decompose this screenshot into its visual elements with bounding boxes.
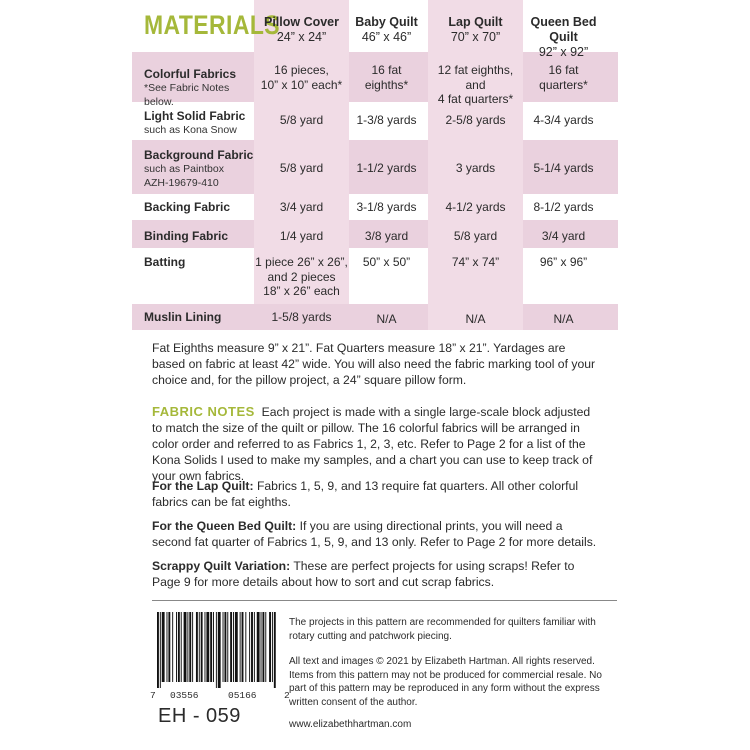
row-subtitle: *See Fabric Notes below. — [144, 82, 230, 108]
table-cell: 1 piece 26” x 26”, and 2 pieces 18” x 26” each — [255, 255, 348, 298]
column-size: 24” x 24” — [276, 30, 327, 44]
table-cell: 4-3/4 yards — [533, 113, 594, 127]
column-name: Baby Quilt — [355, 15, 418, 29]
materials-title: MATERIALS — [144, 10, 280, 40]
table-cell: N/A — [376, 312, 397, 326]
footer-divider — [152, 600, 617, 601]
column-name: Pillow Cover — [263, 15, 340, 29]
lap-quilt-label: For the Lap Quilt: — [152, 479, 254, 493]
copyright-note: All text and images © 2021 by Elizabeth Hartman. All rights reserved. Items from this pattern may not be produced for commercial resale. No part of this pattern may be reproduced in any form without the express written consent of the author. — [289, 656, 602, 708]
queen-quilt-note — [152, 518, 602, 550]
row-label-light-solid — [144, 109, 254, 137]
table-cell: 50” x 50” — [362, 255, 411, 269]
scrappy-quilt-text: These are perfect projects for using scraps! Refer to Page 9 for more details about how to sort and cut scrap fabrics. — [152, 559, 575, 589]
barcode-digit: 05166 — [228, 690, 257, 701]
row-title: Backing Fabric — [144, 200, 231, 214]
row-subtitle: such as Paintbox AZH-19679-410 — [144, 163, 224, 189]
queen-quilt-text: If you are using directional prints, you will need a second fat quarter of Fabrics 1, 5, 9, and 13 only. Refer to Page 2 for more details. — [152, 519, 597, 549]
queen-quilt-label: For the Queen Bed Quilt: — [152, 519, 297, 533]
column-size: 92” x 92” — [538, 45, 589, 59]
table-cell: 5/8 yard — [279, 161, 324, 175]
row-label-background — [144, 148, 254, 190]
barcode-digit: 03556 — [170, 690, 199, 701]
table-cell: 96” x 96” — [539, 255, 588, 269]
row-label-batting — [144, 255, 254, 269]
row-label-binding — [144, 229, 254, 243]
measurement-note: Fat Eighths measure 9” x 21”. Fat Quarters measure 18” x 21”. Yardages are based on fabric at least 42” wide. You will also need the fabric marking tool of your choice and, for the pillow project, a 24” square pillow form. — [152, 341, 596, 387]
table-cell: N/A — [465, 312, 486, 326]
row-label-muslin — [144, 310, 254, 324]
column-header-pillow — [254, 15, 349, 45]
table-cell: 1-5/8 yards — [271, 310, 332, 324]
column-header-queen — [516, 15, 611, 60]
table-cell: 3-1/8 yards — [356, 200, 417, 214]
row-label-backing — [144, 200, 254, 214]
table-cell: 8-1/2 yards — [533, 200, 594, 214]
table-cell: 3/4 yard — [279, 200, 324, 214]
fabric-notes-heading: FABRIC NOTES — [152, 404, 255, 419]
barcode-image — [155, 612, 280, 688]
row-label-colorful — [144, 67, 254, 109]
table-cell: 16 fat eighths* — [364, 63, 409, 92]
column-size: 46” x 46” — [361, 30, 412, 44]
table-cell: 1-1/2 yards — [356, 161, 417, 175]
scrappy-quilt-note — [152, 558, 602, 590]
row-title: Colorful Fabrics — [144, 67, 237, 81]
table-cell: 5-1/4 yards — [533, 161, 594, 175]
barcode-digit: 7 — [150, 690, 156, 701]
table-cell: 3/8 yard — [364, 229, 409, 243]
row-title: Binding Fabric — [144, 229, 228, 243]
table-cell: 74” x 74” — [451, 255, 500, 269]
table-cell: 1/4 yard — [279, 229, 324, 243]
table-cell: 3 yards — [455, 161, 496, 175]
pattern-sku: EH - 059 — [158, 705, 241, 727]
column-header-lap — [428, 15, 523, 45]
table-cell: N/A — [553, 312, 574, 326]
column-size: 70” x 70” — [450, 30, 501, 44]
table-cell: 4-1/2 yards — [445, 200, 506, 214]
table-cell: 12 fat eighths, and 4 fat quarters* — [437, 63, 514, 106]
lap-quilt-note — [152, 478, 602, 510]
table-cell: 5/8 yard — [279, 113, 324, 127]
skill-level-note: The projects in this pattern are recommended for quilters familiar with rotary cutting and patchwork piecing. — [289, 617, 596, 642]
materials-table — [132, 0, 618, 330]
table-cell: 16 pieces, 10” x 10” each* — [260, 63, 343, 92]
table-cell: 5/8 yard — [453, 229, 498, 243]
table-cell: 3/4 yard — [541, 229, 586, 243]
barcode-digit: 2 — [284, 690, 290, 701]
table-cell: 16 fat quarters* — [539, 63, 588, 92]
column-header-baby — [339, 15, 434, 45]
lap-quilt-text: Fabrics 1, 5, 9, and 13 require fat quarters. All other colorful fabrics can be fat eighths. — [152, 479, 579, 509]
row-title: Light Solid Fabric — [144, 109, 246, 123]
row-title: Muslin Lining — [144, 310, 222, 324]
row-subtitle: such as Kona Snow — [144, 124, 237, 136]
scrappy-quilt-label: Scrappy Quilt Variation: — [152, 559, 291, 573]
column-name: Lap Quilt — [448, 15, 503, 29]
table-cell: 2-5/8 yards — [445, 113, 506, 127]
website-link: www.elizabethhartman.com — [289, 719, 412, 730]
row-title: Batting — [144, 255, 186, 269]
fabric-notes-paragraph — [152, 404, 602, 484]
table-cell: 1-3/8 yards — [356, 113, 417, 127]
fabric-notes-text: Each project is made with a single large-scale block adjusted to match the size of the quilt or pillow. The 16 colorful fabrics will be arranged in color order and referred to as Fabrics 1, 2, 3, etc. Refer to Page 2 for a list of the Kona Solids I used to make my samples, and a chart you can use to keep track of your own fabrics. — [152, 405, 593, 483]
row-title: Background Fabric — [144, 148, 254, 162]
column-name: Queen Bed Quilt — [530, 15, 597, 44]
